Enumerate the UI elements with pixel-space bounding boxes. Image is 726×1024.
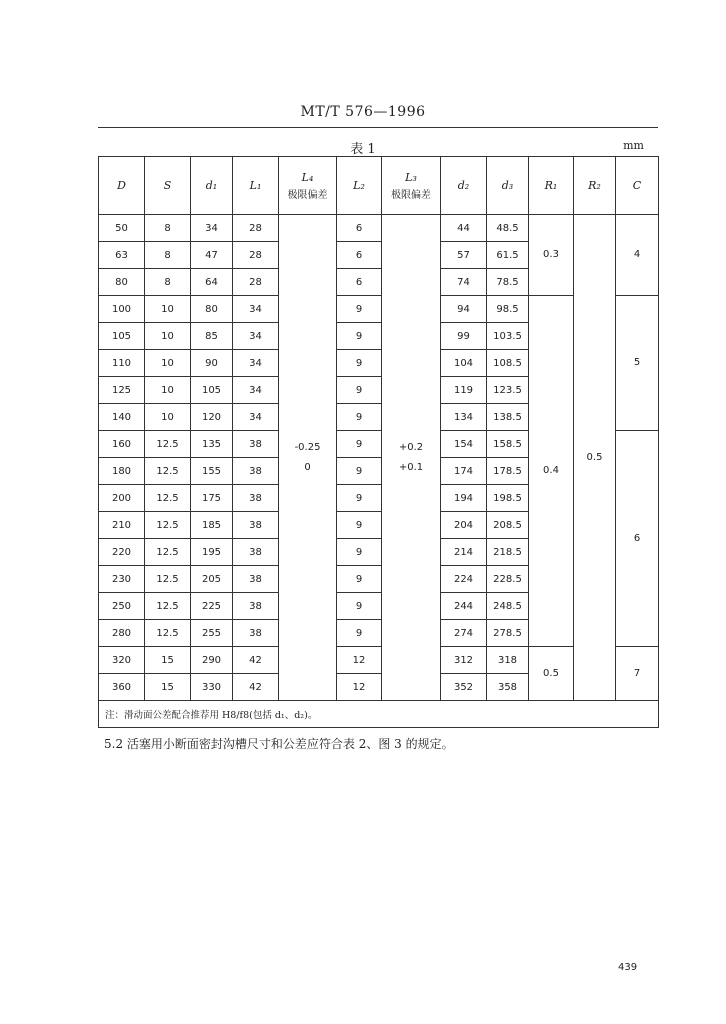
- cell-d1: 205: [191, 566, 233, 593]
- cell-R2-line-1: 0.5: [586, 451, 603, 463]
- cell-D: 220: [99, 539, 145, 566]
- cell-d3: 228.5: [487, 566, 529, 593]
- cell-d3: 358: [487, 674, 529, 701]
- cell-L4-tolerance: [279, 215, 337, 701]
- cell-D: 80: [99, 269, 145, 296]
- cell-L2: 9: [337, 350, 382, 377]
- cell-L1: 28: [233, 215, 279, 242]
- cell-S: 15: [145, 674, 191, 701]
- cell-d2: 274: [441, 620, 487, 647]
- cell-C: [616, 431, 659, 647]
- cell-d2: 154: [441, 431, 487, 458]
- cell-L3-tolerance: [382, 215, 441, 701]
- cell-C-line-1: 6: [633, 532, 641, 544]
- standard-code: MT/T 576—1996: [300, 104, 426, 120]
- cell-d3: 208.5: [487, 512, 529, 539]
- cell-L2: 12: [337, 674, 382, 701]
- cell-D: 360: [99, 674, 145, 701]
- cell-d2: 119: [441, 377, 487, 404]
- cell-S: 12.5: [145, 620, 191, 647]
- cell-d3: 48.5: [487, 215, 529, 242]
- cell-D: 160: [99, 431, 145, 458]
- cell-d2: 204: [441, 512, 487, 539]
- cell-d2: 94: [441, 296, 487, 323]
- cell-S: 8: [145, 269, 191, 296]
- cell-L2: 9: [337, 296, 382, 323]
- col-header-L1: L₁: [233, 157, 279, 215]
- cell-d3: 61.5: [487, 242, 529, 269]
- cell-L1: 28: [233, 269, 279, 296]
- header-rule: [98, 127, 658, 128]
- cell-L1: 38: [233, 458, 279, 485]
- cell-L1: 42: [233, 647, 279, 674]
- table-caption: 表 1: [350, 142, 376, 157]
- col-header-L3-sub: 极限偏差: [391, 189, 431, 201]
- cell-L2: 9: [337, 485, 382, 512]
- cell-d1: 105: [191, 377, 233, 404]
- cell-d2: 57: [441, 242, 487, 269]
- col-header-S: S: [145, 157, 191, 215]
- cell-d1: 175: [191, 485, 233, 512]
- col-header-L4: L₄ 极限偏差: [279, 157, 337, 215]
- cell-L1: 38: [233, 566, 279, 593]
- cell-d1: 290: [191, 647, 233, 674]
- cell-d2: 134: [441, 404, 487, 431]
- cell-S: 12.5: [145, 539, 191, 566]
- col-header-d2: d₂: [441, 157, 487, 215]
- col-header-L2: L₂: [337, 157, 382, 215]
- cell-d1: 330: [191, 674, 233, 701]
- cell-d2: 224: [441, 566, 487, 593]
- cell-d3: 198.5: [487, 485, 529, 512]
- cell-d3: 218.5: [487, 539, 529, 566]
- cell-L2: 6: [337, 215, 382, 242]
- cell-L4-tolerance-line-1: -0.25: [294, 441, 321, 453]
- cell-S: 12.5: [145, 566, 191, 593]
- cell-D: 250: [99, 593, 145, 620]
- cell-L2: 6: [337, 269, 382, 296]
- cell-L1: 38: [233, 620, 279, 647]
- table-body: [99, 215, 659, 701]
- cell-d1: 85: [191, 323, 233, 350]
- cell-S: 12.5: [145, 431, 191, 458]
- cell-R1: [529, 215, 574, 296]
- cell-S: 8: [145, 242, 191, 269]
- cell-S: 10: [145, 323, 191, 350]
- cell-L2: 9: [337, 593, 382, 620]
- cell-d1: 255: [191, 620, 233, 647]
- cell-L4-tolerance-line-2: 0: [304, 461, 311, 473]
- cell-d1: 185: [191, 512, 233, 539]
- cell-d3: 78.5: [487, 269, 529, 296]
- col-header-d1: d₁: [191, 157, 233, 215]
- cell-L2: 9: [337, 620, 382, 647]
- cell-D: 63: [99, 242, 145, 269]
- cell-S: 12.5: [145, 458, 191, 485]
- cell-d2: 104: [441, 350, 487, 377]
- cell-S: 10: [145, 377, 191, 404]
- cell-d1: 120: [191, 404, 233, 431]
- cell-D: 210: [99, 512, 145, 539]
- col-header-D: D: [99, 157, 145, 215]
- cell-d1: 64: [191, 269, 233, 296]
- cell-L3-tolerance-line-2: +0.1: [398, 461, 424, 473]
- cell-D: 105: [99, 323, 145, 350]
- cell-d2: 194: [441, 485, 487, 512]
- cell-L2: 9: [337, 539, 382, 566]
- cell-d3: 98.5: [487, 296, 529, 323]
- cell-L1: 34: [233, 296, 279, 323]
- cell-S: 12.5: [145, 512, 191, 539]
- cell-C-line-1: 4: [633, 249, 641, 260]
- cell-R1-line-1: 0.5: [543, 667, 559, 679]
- cell-d1: 225: [191, 593, 233, 620]
- page-number: 439: [618, 962, 638, 973]
- cell-L2: 9: [337, 404, 382, 431]
- table-row: [99, 215, 659, 242]
- table-note-row: [99, 701, 659, 728]
- cell-D: 280: [99, 620, 145, 647]
- cell-L1: 38: [233, 431, 279, 458]
- cell-D: 320: [99, 647, 145, 674]
- col-header-L3: L₃ 极限偏差: [382, 157, 441, 215]
- cell-d1: 80: [191, 296, 233, 323]
- cell-R2: [574, 215, 616, 701]
- table-note: 注：滑动面公差配合推荐用 H8/f8(包括 d₁、d₂)。: [99, 701, 659, 728]
- cell-d1: 90: [191, 350, 233, 377]
- cell-S: 15: [145, 647, 191, 674]
- cell-L2: 9: [337, 377, 382, 404]
- cell-S: 12.5: [145, 485, 191, 512]
- cell-L1: 34: [233, 377, 279, 404]
- cell-d1: 155: [191, 458, 233, 485]
- cell-L2: 6: [337, 242, 382, 269]
- cell-L2: 9: [337, 512, 382, 539]
- cell-d1: 135: [191, 431, 233, 458]
- cell-L1: 34: [233, 404, 279, 431]
- col-header-L4-sub: 极限偏差: [287, 189, 328, 201]
- cell-D: 200: [99, 485, 145, 512]
- cell-L3-tolerance-line-1: +0.2: [398, 441, 424, 453]
- cell-L1: 38: [233, 512, 279, 539]
- cell-R1-line-1: 0.4: [543, 465, 559, 476]
- cell-D: 125: [99, 377, 145, 404]
- cell-D: 110: [99, 350, 145, 377]
- cell-d2: 312: [441, 647, 487, 674]
- cell-L1: 38: [233, 539, 279, 566]
- cell-D: 180: [99, 458, 145, 485]
- cell-d3: 103.5: [487, 323, 529, 350]
- cell-L1: 38: [233, 593, 279, 620]
- col-header-C: C: [616, 157, 659, 215]
- cell-D: 140: [99, 404, 145, 431]
- col-header-R2: R₂: [574, 157, 616, 215]
- cell-d3: 318: [487, 647, 529, 674]
- cell-C-line-1: 7: [633, 667, 641, 679]
- cell-L2: 12: [337, 647, 382, 674]
- cell-C: [616, 215, 659, 296]
- cell-R1-line-1: 0.3: [543, 249, 559, 260]
- cell-D: 230: [99, 566, 145, 593]
- cell-L1: 34: [233, 350, 279, 377]
- cell-d1: 34: [191, 215, 233, 242]
- cell-C: [616, 647, 659, 701]
- cell-d2: 214: [441, 539, 487, 566]
- cell-L1: 28: [233, 242, 279, 269]
- cell-R1: [529, 647, 574, 701]
- cell-d3: 248.5: [487, 593, 529, 620]
- table-header-row: [99, 157, 659, 215]
- dimension-table: [98, 156, 659, 728]
- cell-d3: 158.5: [487, 431, 529, 458]
- cell-D: 50: [99, 215, 145, 242]
- cell-d2: 44: [441, 215, 487, 242]
- cell-d3: 123.5: [487, 377, 529, 404]
- cell-C-line-1: 5: [633, 357, 641, 368]
- cell-d2: 74: [441, 269, 487, 296]
- cell-S: 10: [145, 404, 191, 431]
- cell-d3: 108.5: [487, 350, 529, 377]
- cell-L2: 9: [337, 431, 382, 458]
- cell-d3: 178.5: [487, 458, 529, 485]
- cell-d3: 278.5: [487, 620, 529, 647]
- cell-d1: 195: [191, 539, 233, 566]
- cell-L2: 9: [337, 458, 382, 485]
- clause-5-2: 5.2 活塞用小断面密封沟槽尺寸和公差应符合表 2、图 3 的规定。: [104, 737, 454, 751]
- cell-L1: 42: [233, 674, 279, 701]
- cell-d3: 138.5: [487, 404, 529, 431]
- cell-S: 10: [145, 350, 191, 377]
- cell-d2: 99: [441, 323, 487, 350]
- cell-R1: [529, 296, 574, 647]
- col-header-R1: R₁: [529, 157, 574, 215]
- cell-L1: 38: [233, 485, 279, 512]
- cell-d1: 47: [191, 242, 233, 269]
- col-header-d3: d₃: [487, 157, 529, 215]
- cell-S: 8: [145, 215, 191, 242]
- table-unit: mm: [623, 139, 644, 152]
- cell-L2: 9: [337, 323, 382, 350]
- cell-d2: 174: [441, 458, 487, 485]
- cell-C: [616, 296, 659, 431]
- cell-d2: 244: [441, 593, 487, 620]
- cell-L2: 9: [337, 566, 382, 593]
- cell-d2: 352: [441, 674, 487, 701]
- cell-D: 100: [99, 296, 145, 323]
- cell-S: 10: [145, 296, 191, 323]
- cell-S: 12.5: [145, 593, 191, 620]
- cell-L1: 34: [233, 323, 279, 350]
